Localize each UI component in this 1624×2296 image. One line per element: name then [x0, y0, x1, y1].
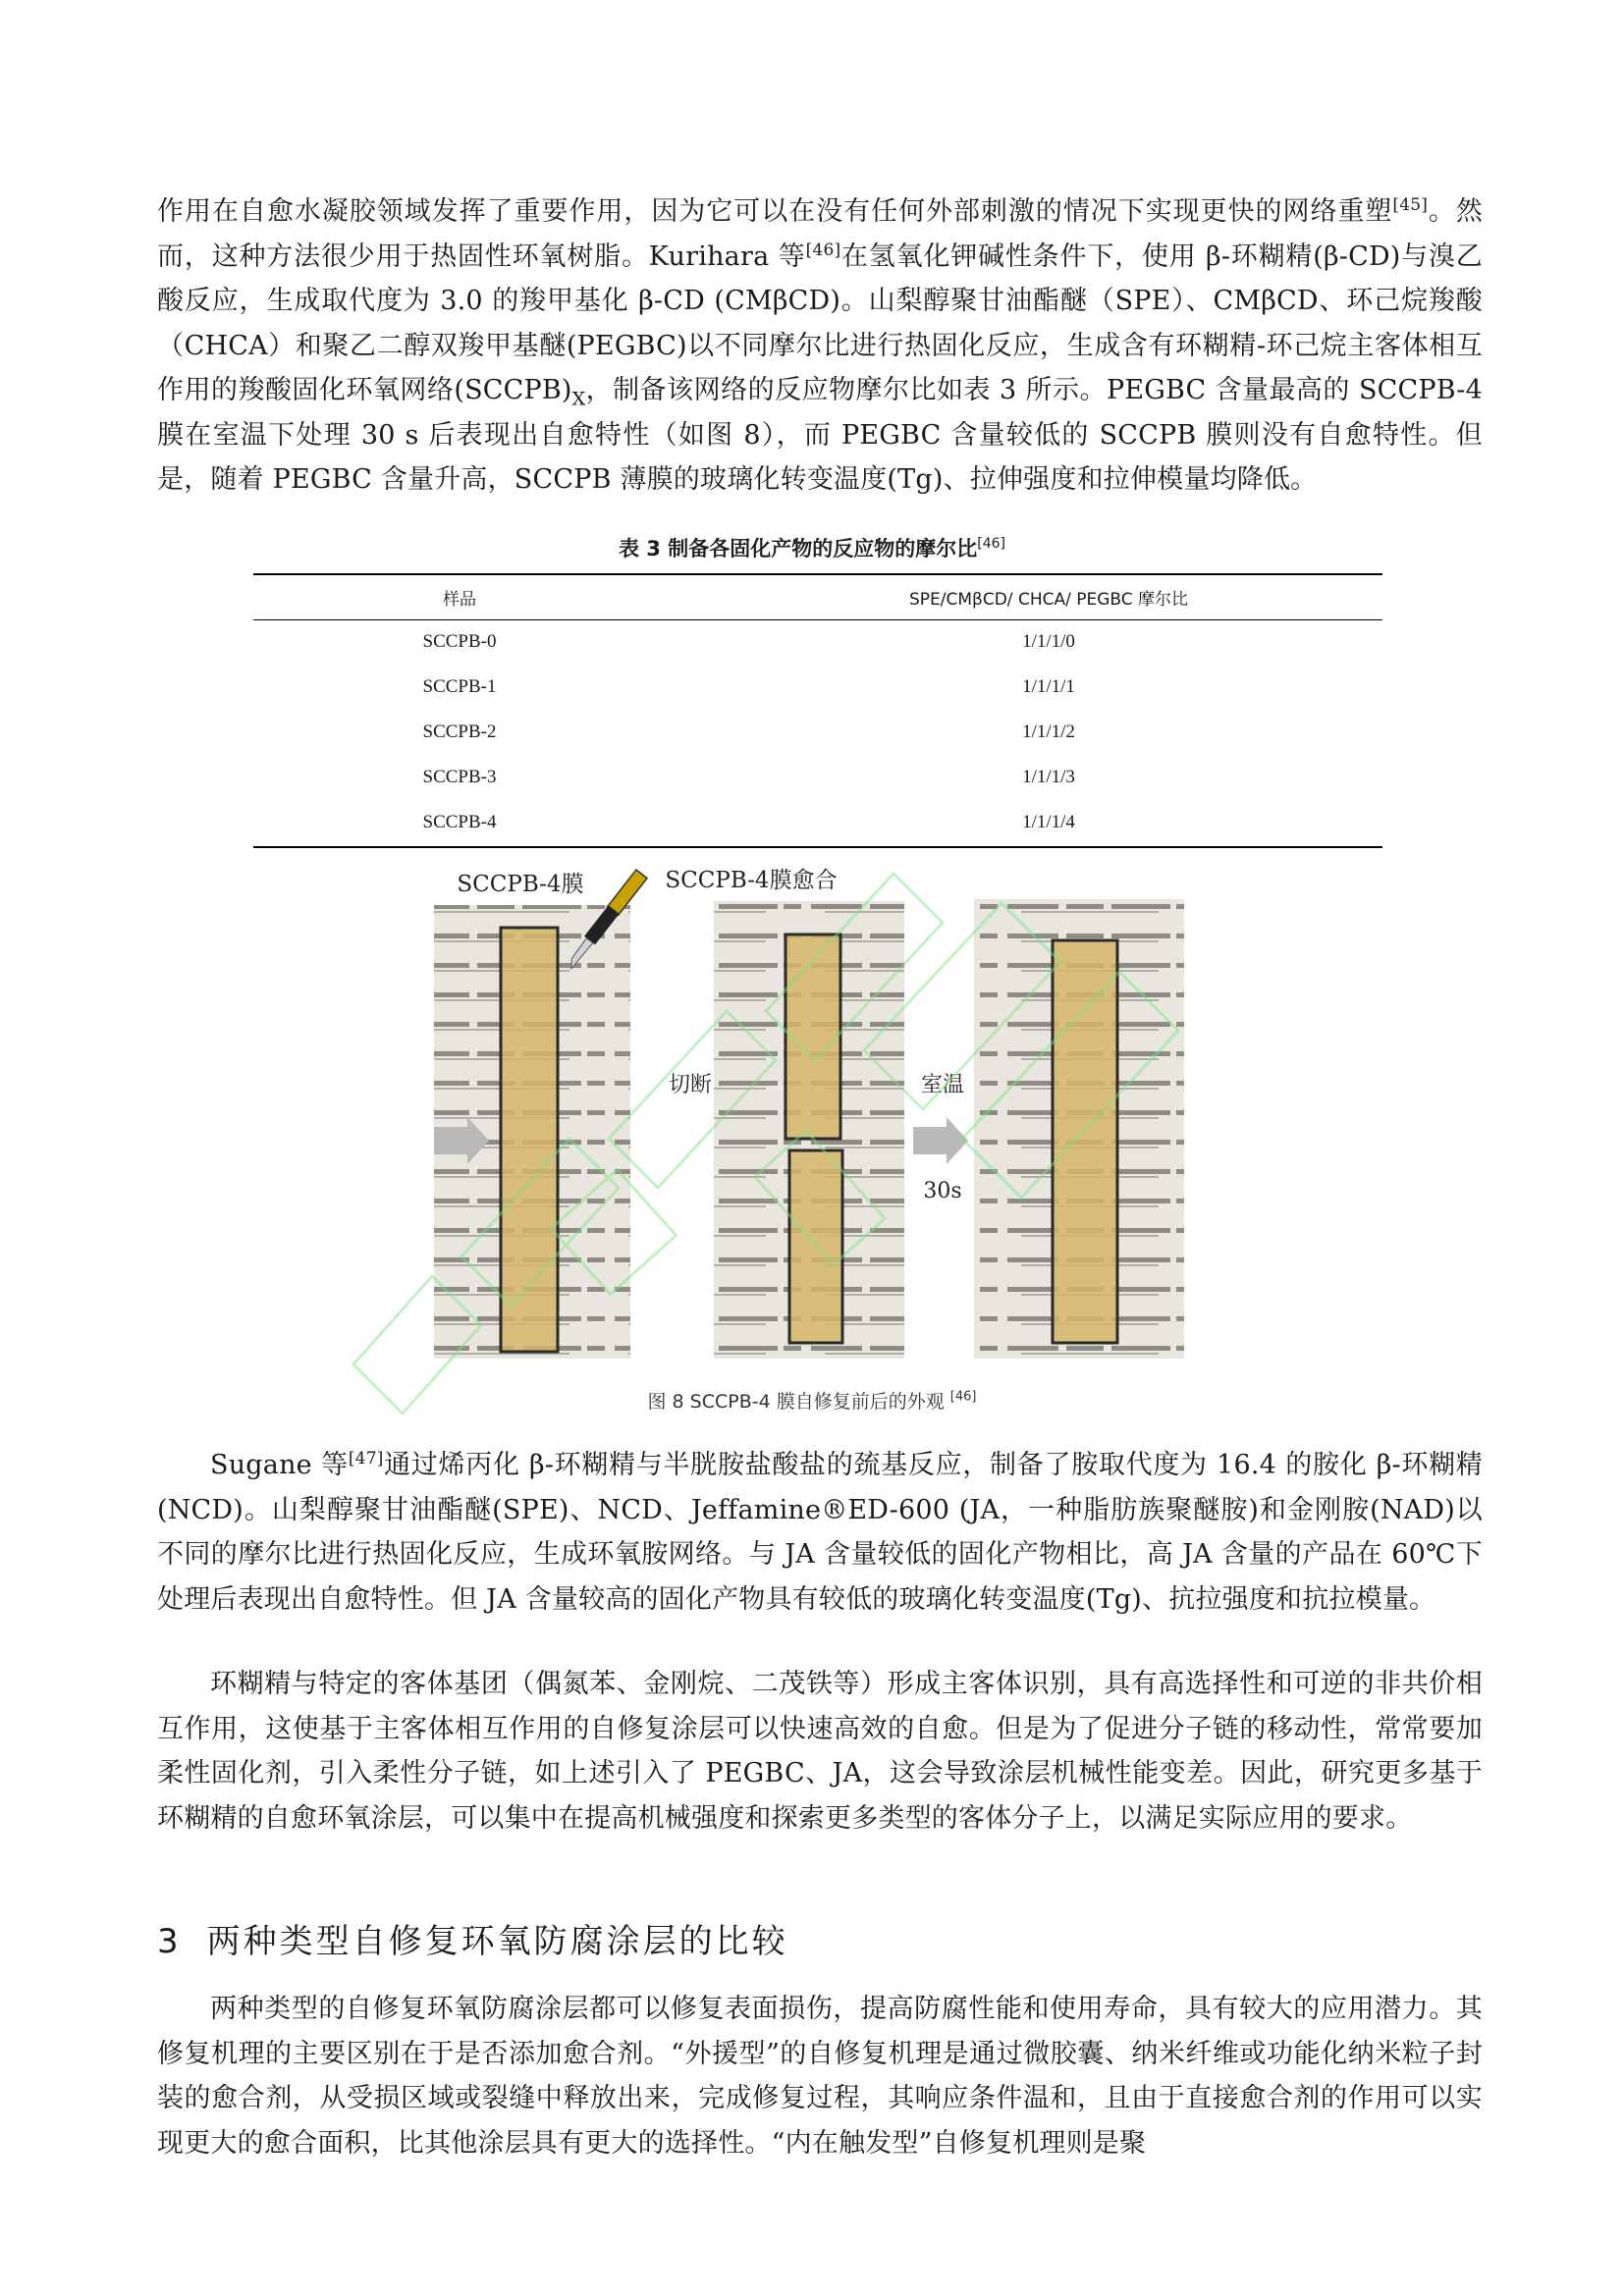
film-piece-upper — [785, 934, 840, 1139]
table-row — [253, 712, 1382, 756]
table-row — [253, 757, 1382, 801]
table-cell-sample: SCCPB-1 — [422, 676, 497, 697]
para3-text: 环糊精与特定的客体基团（偶氮苯、金刚烷、二茂铁等）形成主客体识别，具有高选择性和可逆的非共价相互作用，这使基于主客体相互作用的自修复涂层可以快速高效的自愈。但是为了促进分子链的移动性，常常要加柔性固化剂，引入柔性分子链，如上述引入了 PEGBC、JA，这会导致涂层机械性能变差。因此，研究更多基于环糊精的自愈环氧涂层，可以集中在提高机械强度和探索更多类型的客体分子上，以满足实际应用的要求。 — [157, 1669, 1483, 1834]
arrow-label-time: 30s — [923, 1179, 962, 1203]
label-before: SCCPB-4膜 — [457, 872, 584, 897]
figure-caption-text: 图 8 SCCPB-4 膜自修复前后的外观 — [647, 1391, 950, 1413]
table-header-ratio: SPE/CMβCD/ CHCA/ PEGBC 摩尔比 — [908, 590, 1189, 610]
para1-text-b: 。然而，这种方法很少用于热固性环氧树脂。Kurihara 等 — [157, 196, 1484, 272]
table-caption — [0, 533, 1624, 562]
figure-caption-citation: [46] — [949, 1389, 977, 1405]
film-piece-lower — [789, 1150, 842, 1343]
para1-text-d: ，制备该网络的反应物摩尔比如表 3 所示。PEGBC 含量最高的 SCCPB-4 膜在室温下处理 30 s 后表现出自愈特性（如图 8），而 PEGBC 含量较低的 SCCPB 膜则没有自愈特性。但是，随着 PEGBC 含量升高，SCCPB 薄膜的玻璃化转变温度(Tg)、拉伸强度和拉伸模量均降低。 — [157, 375, 1484, 495]
paragraph-1 — [157, 189, 1483, 503]
para2-text-b: 通过烯丙化 β-环糊精与半胱胺盐酸盐的巯基反应，制备了胺取代度为 16.4 的胺化 β-环糊精(NCD)。山梨醇聚甘油酯醚(SPE)、NCD、Jeffamine®ED-600 (JA，一种脂肪族聚醚胺)和金刚胺(NAD)以不同的摩尔比进行热固化反应，生成环氧胺网络。与 JA 含量较低的固化产物相比，高 JA 含量的产品在 60℃下处理后表现出自愈特性。但 JA 含量较高的固化产物具有较低的玻璃化转变温度(Tg)、抗拉强度和抗拉模量。 — [157, 1450, 1483, 1615]
arrow-heal — [913, 1117, 968, 1164]
paragraph-2 — [157, 1443, 1483, 1622]
paragraph-4 — [157, 1987, 1483, 2165]
table-cell-ratio: 1/1/1/4 — [1022, 812, 1075, 832]
citation-45: [45] — [1392, 195, 1429, 215]
film-healed — [1053, 940, 1117, 1343]
table-row — [253, 667, 1382, 711]
para1-text-c: 在氢氧化钾碱性条件下，使用 β-环糊精(β-CD)与溴乙酸反应，生成取代度为 3.0 的羧甲基化 β-CD (CMβCD)。山梨醇聚甘油酯醚（SPE）、CMβCD、环己烷羧酸（CHCA）和聚乙二醇双羧甲基醚(PEGBC)以不同摩尔比进行热固化反应，生成含有环糊精-环己烷主客体相互作用的羧酸固化环氧网络(SCCPB) — [157, 240, 1483, 405]
table-cell-ratio: 1/1/1/1 — [1022, 676, 1075, 697]
citation-46: [46] — [805, 240, 841, 260]
table-cell-ratio: 1/1/1/2 — [1022, 721, 1075, 742]
para1-text-a: 作用在自愈水凝胶领域发挥了重要作用，因为它可以在没有任何外部刺激的情况下实现更快的网络重塑 — [157, 196, 1393, 227]
table-cell-sample: SCCPB-3 — [422, 767, 497, 787]
para4-text: 两种类型的自修复环氧防腐涂层都可以修复表面损伤，提高防腐性能和使用寿命，具有较大的应用潜力。其修复机理的主要区别在于是否添加愈合剂。“外援型”的自修复机理是通过微胶囊、纳米纤维或功能化纳米粒子封装的愈合剂，从受损区域或裂缝中释放出来，完成修复过程，其响应条件温和，且由于直接愈合剂的作用可以实现更大的愈合面积，比其他涂层具有更大的选择性。“内在触发型”自修复机理则是聚 — [157, 1994, 1483, 2159]
table-bottom-rule — [253, 846, 1382, 848]
figure-caption — [0, 1387, 1624, 1414]
paragraph-3 — [157, 1662, 1483, 1841]
arrow-label-temp: 室温 — [920, 1073, 965, 1097]
table-header-rule — [253, 619, 1382, 620]
table-cell-ratio: 1/1/1/0 — [1022, 631, 1075, 652]
table-header-sample: 样品 — [443, 590, 476, 610]
arrow-label-cut: 切断 — [668, 1073, 713, 1097]
table-row — [253, 621, 1382, 666]
table-cell-ratio: 1/1/1/3 — [1022, 767, 1075, 787]
table-cell-sample: SCCPB-4 — [422, 812, 497, 832]
table-header-row — [253, 575, 1382, 619]
table-caption-text: 表 3 制备各固化产物的反应物的摩尔比 — [619, 537, 978, 561]
figure-8 — [412, 864, 1198, 1360]
figure-8-illustration — [412, 864, 1198, 1360]
section-heading — [157, 1914, 788, 1962]
subscript-x: X — [571, 388, 586, 410]
film-intact — [501, 928, 558, 1352]
panel-healed — [974, 899, 1184, 1359]
panel-cut — [714, 901, 904, 1359]
section-title: 两种类型自修复环氧防腐涂层的比较 — [206, 1922, 788, 1961]
citation-47: [47] — [348, 1449, 384, 1468]
section-number: 3 — [157, 1922, 182, 1961]
table-cell-sample: SCCPB-2 — [422, 721, 497, 742]
table-row — [253, 802, 1382, 846]
table-caption-citation: [46] — [977, 536, 1005, 552]
label-after: SCCPB-4膜愈合 — [665, 868, 838, 893]
para2-text-a: Sugane 等 — [210, 1450, 349, 1480]
table-cell-sample: SCCPB-0 — [422, 631, 497, 652]
